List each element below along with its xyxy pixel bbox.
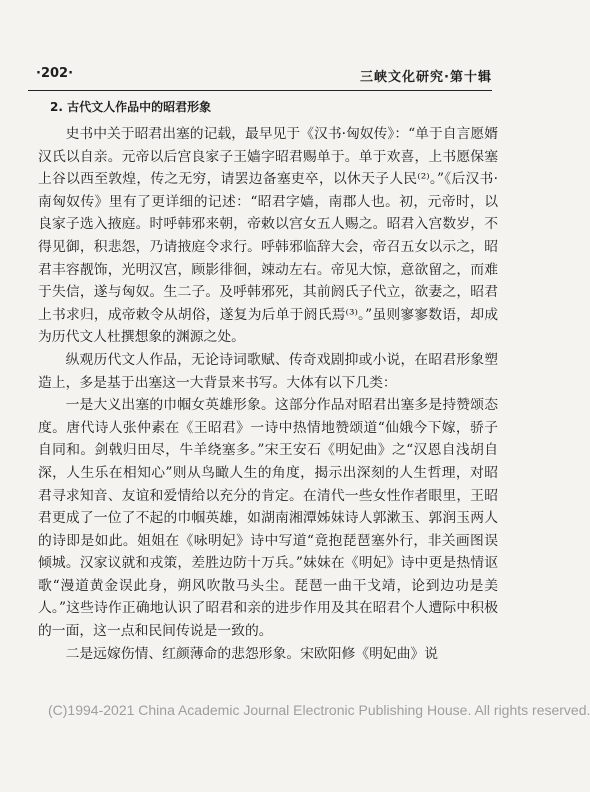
copyright-watermark: (C)1994-2021 China Academic Journal Electronic Publishing House. All rights reserved. (48, 702, 590, 718)
page-number: ·202· (36, 66, 74, 81)
section-heading: 2. 古代文人作品中的昭君形象 (50, 100, 212, 114)
paragraph: 史书中关于昭君出塞的记载，最早见于《汉书·匈奴传》：“单于自言愿婿汉氏以自亲。元帝以后宫良家子王嫱字昭君赐单于。单于欢喜，上书愿保塞上谷以西至敦煌，传之无穷，请罢边备塞吏卒，以休天子人民⁽²⁾。”《后汉书·南匈奴传》里有了更详细的记述：“昭君字嫱，南郡人也。初，元帝时，以良家子选入掖庭。时呼韩邪来朝，帝敕以宫女五人赐之。昭君入宫数岁，不得见御，积悲怨，乃请掖庭令求行。呼韩邪临辞大会，帝召五女以示之，昭君丰容靓饰，光明汉宫，顾影徘徊，竦动左右。帝见大惊，意欲留之，而难于失信，遂与匈奴。生二子。及呼韩邪死，其前阏氏子代立，欲妻之，昭君上书求归，成帝敕令从胡俗，遂复为后单于阏氏焉⁽³⁾。”虽则寥寥数语，却成为历代文人杜撰想象的渊源之处。 (38, 126, 498, 346)
paragraph: 二是远嫁伤情、红颜薄命的悲怨形象。宋欧阳修《明妃曲》说 (65, 645, 439, 662)
paragraph: 纵观历代文人作品，无论诗词歌赋、传奇戏剧抑或小说，在昭君形象塑造上，多是基于出塞这一大背景来书写。大体有以下几类： (38, 351, 498, 391)
paragraph: 一是大义出塞的巾帼女英雄形象。这部分作品对昭君出塞多是持赞颂态度。唐代诗人张仲素在《王昭君》一诗中热情地赞颂道“仙娥今下嫁，骄子自同和。剑戟归田尽，牛羊绕塞多。”宋王安石《明妃曲》之“汉恩自浅胡自深，人生乐在相知心”则从鸟瞰人生的角度，揭示出深刻的人生哲理，对昭君寻求知音、友谊和爱情给以充分的肯定。在清代一些女性作者眼里，王昭君更成了一位了不起的巾帼英雄，如湖南湘潭姊妹诗人郭漱玉、郭润玉两人的诗即是如此。姐姐在《咏明妃》诗中写道“竟抱琵琶塞外行，非关画图误倾城。汉家议就和戎策，差胜边防十万兵。”妹妹在《明妃》诗中更是热情讴歌“漫道黄金误此身，朔风吹散马头尘。琵琶一曲干戈靖，论到边功是美人。”这些诗作正确地认识了昭君和亲的进步作用及其在昭君个人遭际中积极的一面，这一点和民间传说是一致的。 (38, 397, 498, 640)
page-header (28, 64, 492, 91)
article-body (38, 98, 498, 665)
journal-title: 三峡文化研究·第十辑 (360, 70, 492, 85)
